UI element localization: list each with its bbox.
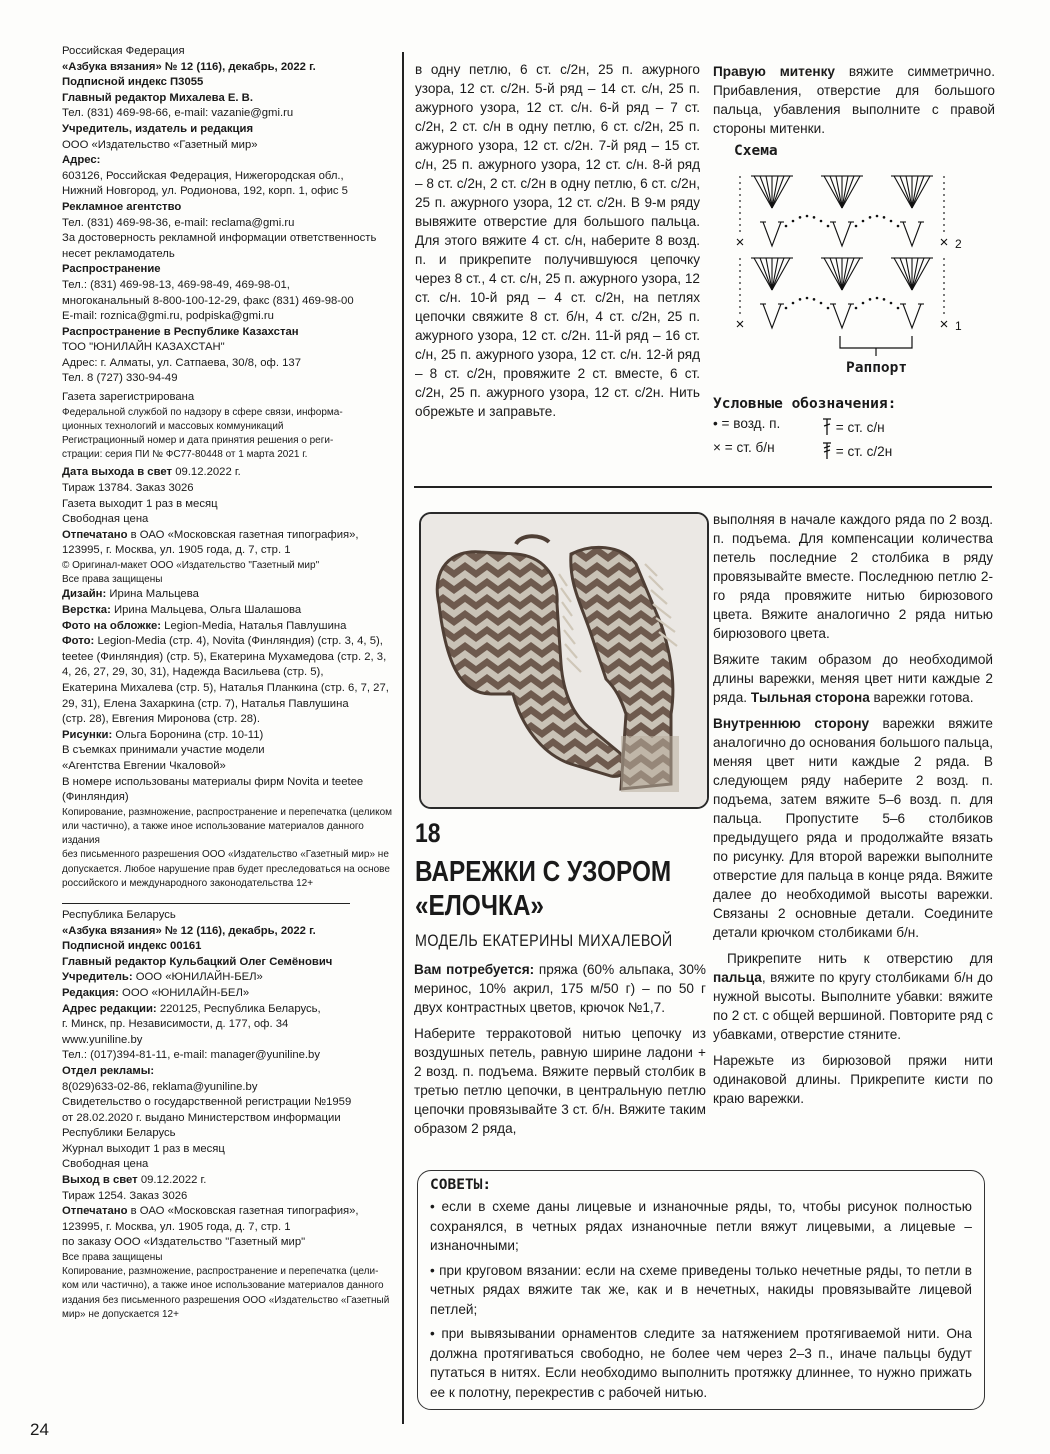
continued-instructions (415, 60, 700, 428)
imprint-ru-subscription: Подписной индекс П3055 (62, 76, 204, 89)
imprint-ru-copyright-4: допускается. Любое нарушение прав будет преследоваться на основе (62, 863, 390, 875)
chain-stitch-dot (876, 297, 879, 300)
fan-stitch-group (772, 258, 784, 290)
imprint-ru-reg-1: Газета зарегистрирована (62, 391, 195, 404)
v-stitch-group (763, 222, 781, 246)
tips-title: СОВЕТЫ: (430, 1177, 492, 1193)
instructions-p2-bold: Тыльная сторона (750, 690, 870, 705)
intro-text: Наберите терракотовой нитью цепочку из воздушных петель, равную ширине ладони + 2 возд. п. подъема. Вяжите первый столбик в третью петлю цепочки, в центральную петлю цепочки провязывайте 3 ст. б/н. Вяжите таким образом 2 ряда, (414, 1026, 706, 1136)
dc2-symbol-icon (822, 442, 832, 460)
imprint-by-printed-3: по заказу ООО «Издательство "Газетный мир" (62, 1236, 306, 1249)
instructions-p4-end: , вяжите по кругу столбиками б/н до нужной высоты. Выполните убавки: вяжите по 2 ст. с общей вершиной. Повторите ряд с убавками, отверстие стяните. (713, 970, 993, 1042)
v-stitch-group (833, 222, 851, 246)
chain-stitch-dot (813, 298, 816, 301)
right-mitten-bold: Правую митенку (713, 64, 835, 79)
chain-stitch-dot (855, 307, 858, 310)
chain-stitch-dot (897, 307, 900, 310)
fan-stitch-group (912, 176, 924, 208)
instructions-p5: Нарежьте из бирюзовой пряжи нити одинаковой длины. Прикрепите кисти по краю варежки. (713, 1053, 993, 1106)
imprint-ru-drawings: Ольга Боронина (стр. 10-11) (115, 728, 264, 741)
chain-stitch-dot (806, 297, 809, 300)
imprint-ru-cover-label: Фото на обложке: (62, 619, 162, 632)
imprint-ru-dist-label: Распространение (62, 263, 161, 276)
imprint-ru-photo-label: Фото: (62, 635, 95, 648)
imprint-ru-materials-1: В номере использованы материалы фирм Novita и teetee (62, 775, 364, 788)
sc-symbol-icon: × (713, 440, 721, 455)
sc-stitch-cross (941, 239, 947, 245)
chain-stitch-dot (890, 302, 893, 305)
imprint-ru-printed-label: Отпечатано (62, 528, 128, 541)
chain-stitch-dot (897, 225, 900, 228)
imprint-ru-models-2: «Агентства Евгении Чкаловой» (62, 759, 226, 772)
imprint-ru-design: Ирина Мальцева (109, 588, 199, 601)
imprint-ru-ad-note-1: За достоверность рекламной информации ответственность (62, 232, 377, 245)
schema-title: Схема (734, 143, 778, 159)
imprint-by-printed-2: 123995, г. Москва, ул. 1905 года, д. 7, стр. 1 (62, 1220, 291, 1233)
imprint-by-founder-label: Учредитель: (62, 971, 133, 984)
instructions-p4-bold: пальца (713, 970, 762, 985)
chain-stitch-dot (855, 225, 858, 228)
imprint-ru-materials-2: (Финляндия) (62, 791, 129, 804)
imprint-ru-photo-1: Legion-Media (стр. 4), Novita (Финляндия) (стр. 3, 4, 5), (97, 635, 383, 648)
imprint-ru-address-label: Адрес: (62, 154, 101, 167)
legend-sc-label: = ст. б/н (724, 440, 775, 455)
imprint-ru-layout: Ирина Мальцева, Ольга Шалашова (114, 604, 302, 617)
rapport-label: Раппорт (846, 360, 908, 376)
chain-stitch-dot (785, 307, 788, 310)
imprint-ru-reg-5: страции: серия ПИ № ФС77-80448 от 1 марта 2021 г. (62, 449, 308, 461)
chain-stitch-dot (806, 215, 809, 218)
materials-label: Вам потребуется: (414, 962, 535, 977)
imprint-ru-address-1: 603126, Российская Федерация, Нижегородская обл., (62, 169, 344, 182)
chain-stitch-dot (862, 220, 865, 223)
imprint-ru-founder-label: Учредитель, издатель и редакция (62, 122, 254, 135)
imprint-ru-reg-3: ционных технологий и массовых коммуникаций (62, 420, 284, 432)
imprint-ru-rights: Все права защищены (62, 574, 163, 586)
fan-stitch-group (760, 258, 772, 290)
imprint-by-printed-label: Отпечатано (62, 1205, 128, 1218)
imprint-ru-photo-3: 4, 26, 27, 29, 30, 31), Надежда Васильева (стр. 5), (62, 666, 324, 679)
v-stitch-group (903, 222, 921, 246)
legend-dc (822, 418, 885, 436)
imprint-by-print-run: Тираж 1254. Заказ 3026 (62, 1189, 188, 1202)
right-mitten-text: вяжите симметрично. Прибавления, отверстие для большого пальца, убавления выполните с правой стороны митенки. (713, 64, 995, 136)
imprint-ru-kz-1: ТОО "ЮНИЛАЙН КАЗАХСТАН" (62, 341, 225, 354)
chain-stitch-dot (792, 220, 795, 223)
sc-stitch-cross (737, 239, 743, 245)
tip-item: • при вывязывании орнаментов следите за натяжением протягиваемой нити. Она должна протягиваться свободно, не более чем через 2–3 п., иначе пальцы будут путаться в нитях. Если необходимо выполнить протяжку длиннее, то нужно прижать ее к полотну, перекрестив с рабочей нитью. (430, 1326, 972, 1400)
fan-stitch-group (760, 176, 772, 208)
imprint-column (62, 44, 402, 1322)
project-title (415, 855, 701, 923)
chain-stitch-dot (799, 216, 802, 219)
chain-stitch-dot (785, 225, 788, 228)
imprint-divider (62, 903, 350, 904)
chain-symbol-icon: • (713, 416, 718, 431)
imprint-ru-printed-1: в ОАО «Московская газетная типография», (130, 528, 359, 541)
fan-stitch-group (842, 176, 854, 208)
imprint-ru-kz-2: Адрес: г. Алматы, ул. Сатпаева, 30/8, оф. 137 (62, 356, 301, 369)
chain-stitch-dot (820, 302, 823, 305)
imprint-ru-copyright-3: без письменного разрешения ООО «Издательство «Газетный мир» не (62, 849, 389, 861)
imprint-ru-editor-contacts: Тел. (831) 469-98-66, e-mail: vazanie@gmi.ru (62, 107, 294, 120)
imprint-by-rights: Все права защищены (62, 1252, 163, 1264)
imprint-ru-country: Российская Федерация (62, 45, 185, 57)
imprint-by-printed-1: в ОАО «Московская газетная типография», (130, 1205, 359, 1218)
fan-stitch-group (900, 258, 912, 290)
fan-stitch-group (900, 176, 912, 208)
instructions-p3: варежки вяжите аналогично до основания большого пальца, меняя цвет нити каждые 2 ряда. В следующем ряду наберите 2 возд. п. подъема, затем вяжите 5–6 возд. п. для пальца. Пропустите 5–6 столбиков предыдущего ряда и продолжайте вязать по рисунку. Для второй варежки выполните отверстие для пальца в конце ряда. Вяжите далее до необходимой высоты варежки. Связаны 2 основные детали. Соедините детали крючком столбиками б/н. (713, 716, 993, 940)
chart-row-2-label: 2 (955, 237, 962, 251)
legend-chain-label: = возд. п. (721, 416, 781, 431)
imprint-by-editor: Главный редактор Кульбацкий Олег Семёнович (62, 955, 333, 968)
tips-box (417, 1170, 985, 1410)
imprint-by-copyright-4: мир» не допускается 12+ (62, 1308, 179, 1320)
imprint-by-cert-3: Республики Беларусь (62, 1127, 176, 1140)
imprint-by-copyright-1: Копирование, размножение, распространение и перепечатка (цели- (62, 1266, 379, 1278)
chain-stitch-dot (862, 302, 865, 305)
fan-stitch-group (912, 258, 924, 290)
tip-item: • если в схеме даны лицевые и изнаночные ряды, то, чтобы рисунок полностью сохранялся, в четных рядах изнаночные петли вяжут лицевыми, а лицевые – изнаночными; (430, 1199, 972, 1253)
project-title-line-2: «ЕЛОЧКА» (415, 890, 544, 922)
imprint-by-release-date: 09.12.2022 г. (140, 1174, 207, 1187)
chain-stitch-dot (827, 225, 830, 228)
imprint-ru-founder: ООО «Издательство «Газетный мир» (62, 138, 258, 151)
column-rule (402, 52, 404, 1424)
continued-text: в одну петлю, 6 ст. с/2н, 25 п. ажурного узора, 12 ст. с/2н. 5-й ряд – 14 ст. с/н, 25 п. ажурного узора, 12 ст. с/н. 6-й ряд – 7 ст. с/2н, 2 ст. с/н в одну петлю, 6 ст. с/2н, 25 п. ажурного узора, 12 ст. с/2н. 7-й ряд – 15 ст. с/н, 25 п. ажурного узора, 12 ст. с/н. 8-й ряд – 8 ст. с/2н, 2 ст. с/2н в одну петлю, 6 ст. с/2н, 25 п. ажурного узора, 12 ст. с/2н. В 9-м ряду вывяжите отверстие для большого пальца. Для этого вяжите 4 ст. с/н, наберите 8 возд. п. и прикрепите получившуюся цепочку через 8 ст., 4 ст. с/н, 25 п. ажурного узора, 12 ст. с/н. 10-й ряд – 4 ст. с/2н, на петлях цепочки свяжите 8 ст. б/н, 4 ст. с/2н, 25 п. ажурного узора, 12 ст. с/2н. 11-й ряд – 16 ст. с/н, 25 п. ажурного узора, 12 ст. с/н. 12-й ряд – 8 ст. с/2н, провяжите 2 ст. вместе, 6 ст. с/2н, 25 п. ажурного узора, 12 ст. с/2н. Нить обрежьте и заправьте. (415, 62, 700, 419)
legend-dc-label: = ст. с/н (835, 420, 885, 435)
project-title-line-1: ВАРЕЖКИ С УЗОРОМ (415, 856, 672, 888)
imprint-by-copyright-2: ком или частично), а также иное использование материалов данного (62, 1280, 384, 1292)
imprint-by-ad-label: Отдел рекламы: (62, 1064, 155, 1077)
chain-stitch-dot (883, 216, 886, 219)
imprint-ru-release-label: Дата выхода в свет (62, 466, 173, 479)
imprint-by-address-1: 220125, Республика Беларусь, (159, 1002, 321, 1015)
imprint-ru-photo-2: teetee (Финляндия) (стр. 5), Екатерина Мухамедова (стр. 2, 3, (62, 650, 387, 663)
chain-stitch-dot (792, 302, 795, 305)
imprint-by-cert-2: от 28.02.2020 г. выдано Министерством информации (62, 1111, 341, 1124)
mittens-illustration (421, 514, 707, 807)
imprint-by-subscription: Подписной индекс 00161 (62, 940, 202, 953)
imprint-by-founder: ООО «ЮНИЛАЙН-БЕЛ» (135, 971, 263, 984)
imprint-ru-models-1: В съемках принимали участие модели (62, 744, 265, 757)
imprint-ru-dist-1: Тел.: (831) 469-98-13, 469-98-49, 469-98-01, (62, 278, 290, 291)
imprint-ru-copyright-1: Копирование, размножение, распространение и перепечатка (целиком (62, 806, 393, 818)
v-stitch-group (763, 304, 781, 328)
imprint-ru-title: «Азбука вязания» № 12 (116), декабрь, 2022 г. (62, 60, 316, 73)
crochet-chart (732, 168, 972, 338)
rapport-bracket (836, 334, 916, 358)
mittens-photo (419, 512, 709, 809)
instructions-p2: Вяжите таким образом до необходимой длины варежки, меняя цвет нити каждые 2 ряда. (713, 652, 993, 705)
legend-dc2-label: = ст. с/2н (835, 444, 893, 459)
imprint-ru-photo-4: Екатерина Михалева (стр. 5), Наталья Планкина (стр. 6, 7, 27, (62, 682, 389, 694)
imprint-by-title: «Азбука вязания» № 12 (116), декабрь, 2022 г. (62, 924, 316, 937)
imprint-ru-photo-5: 29, 31), Елена Захаркина (стр. 7), Наталья Павлушина (62, 697, 349, 710)
imprint-ru-dist-3: E-mail: roznica@gmi.ru, podpiska@gmi.ru (62, 310, 274, 323)
imprint-by-ad-contacts: 8(029)633-02-86, reklama@yuniline.by (62, 1080, 258, 1093)
chain-stitch-dot (869, 216, 872, 219)
page-number: 24 (30, 1420, 49, 1439)
imprint-by-frequency: Журнал выходит 1 раз в месяц (62, 1142, 225, 1155)
imprint-ru-copyright-5: российского и международного законодательства 12+ (62, 877, 314, 889)
imprint-by-release-label: Выход в свет (62, 1174, 138, 1187)
imprint-ru-copyright-2: или частично), а также иное использование материалов данного издания (62, 820, 364, 847)
imprint-ru-layout-copy: © Оригинал-макет ООО «Издательство "Газетный мир" (62, 560, 320, 572)
imprint-by-editorial-label: Редакция: (62, 986, 119, 999)
project-instructions (713, 510, 993, 1115)
imprint-ru-design-label: Дизайн: (62, 588, 107, 601)
chain-stitch-dot (799, 298, 802, 301)
imprint-by-phone: Тел.: (017)394-81-11, e-mail: manager@yuniline.by (62, 1049, 320, 1062)
fan-stitch-group (772, 176, 784, 208)
chain-stitch-dot (813, 216, 816, 219)
section-rule (414, 486, 992, 488)
imprint-ru-dist-2: многоканальный 8-800-100-12-29, факс (831) 469-98-00 (62, 294, 354, 307)
imprint-ru-ad-note-2: несет рекламодатель (62, 247, 175, 260)
imprint-ru-frequency: Газета выходит 1 раз в месяц (62, 497, 218, 510)
instructions-p3-bold: Внутреннюю сторону (713, 716, 870, 731)
imprint-ru-kz-label: Распространение в Республике Казахстан (62, 325, 299, 338)
chain-stitch-dot (869, 298, 872, 301)
imprint-by-address-label: Адрес редакции: (62, 1002, 157, 1015)
sc-stitch-cross (737, 321, 743, 327)
fan-stitch-group (830, 176, 842, 208)
imprint-ru-photo-6: (стр. 28), Евгения Миронова (стр. 28). (62, 713, 260, 726)
dc-symbol-icon (822, 418, 832, 436)
imprint-ru-drawings-label: Рисунки: (62, 728, 113, 741)
imprint-ru-printed-2: 123995, г. Москва, ул. 1905 года, д. 7, стр. 1 (62, 544, 291, 557)
project-author: МОДЕЛЬ ЕКАТЕРИНЫ МИХАЛЕВОЙ (415, 931, 673, 950)
tip-item: • при круговом вязании: если на схеме приведены только нечетные ряды, то петли в четных рядах вяжите так же, как и в нечетных, накиды провязывайте лицевой петлей; (430, 1262, 972, 1317)
chain-stitch-dot (890, 220, 893, 223)
imprint-by-copyright-3: издания без письменного разрешения ООО «Издательство «Газетный (62, 1294, 390, 1306)
v-stitch-group (833, 304, 851, 328)
imprint-ru-ad-label: Рекламное агентство (62, 200, 182, 213)
imprint-ru-ad-contacts: Тел. (831) 469-98-36, e-mail: reclama@gmi.ru (62, 216, 295, 229)
project-number: 18 (415, 818, 441, 848)
chain-stitch-dot (876, 215, 879, 218)
legend-chain (713, 416, 780, 431)
imprint-ru-editor: Главный редактор Михалева Е. В. (62, 91, 253, 104)
fan-stitch-group (830, 258, 842, 290)
legend-title: Условные обозначения: (713, 396, 897, 412)
legend-dc2 (822, 442, 892, 460)
imprint-ru-kz-3: Тел. 8 (727) 330-94-49 (62, 372, 178, 385)
imprint-ru-release-date: 09.12.2022 г. (175, 466, 241, 479)
imprint-ru-print-run: Тираж 13784. Заказ 3026 (62, 482, 194, 495)
imprint-ru-address-2: Нижний Новгород, ул. Родионова, 192, корп. 1, офис 5 (62, 185, 348, 198)
imprint-ru-price: Свободная цена (62, 513, 149, 526)
instructions-p2-end: варежки готова. (869, 690, 974, 705)
chain-stitch-dot (827, 307, 830, 310)
imprint-by-price: Свободная цена (62, 1158, 149, 1171)
legend-sc (713, 440, 775, 455)
right-mitten-note (713, 62, 995, 145)
imprint-by-address-2: г. Минск, пр. Независимости, д. 177, оф. 34 (62, 1018, 289, 1031)
materials-text: пряжа (60% альпака, 30% меринос, 10% акрил, 175 м/50 г) – по 50 г двух контрастных цветов, крючок №1,7. (414, 962, 706, 1015)
imprint-by-cert-1: Свидетельство о государственной регистрации №1959 (62, 1096, 352, 1109)
imprint-by-site: www.yuniline.by (62, 1033, 143, 1046)
imprint-by-country: Республика Беларусь (62, 908, 176, 921)
chain-stitch-dot (883, 298, 886, 301)
v-stitch-group (903, 304, 921, 328)
imprint-ru-cover: Legion-Media, Наталья Павлушина (164, 619, 347, 632)
instructions-p1: выполняя в начале каждого ряда по 2 возд. п. подъема. Для компенсации количества петель последние 2 столбика в ряду провязывайте вместе. Последнюю петлю 2-го ряда провяжите нитью бирюзового цвета. Вяжите аналогично 2 ряда нитью бирюзового цвета. (713, 512, 993, 641)
chart-symbols (737, 176, 947, 328)
imprint-ru-layout-label: Верстка: (62, 604, 111, 617)
sc-stitch-cross (941, 321, 947, 327)
imprint-ru-reg-2: Федеральной службой по надзору в сфере связи, информа- (62, 406, 343, 418)
fan-stitch-group (842, 258, 854, 290)
chart-row-1-label: 1 (955, 319, 962, 333)
imprint-by-editorial: ООО «ЮНИЛАЙН-БЕЛ» (122, 986, 250, 999)
instructions-p4: Прикрепите нить к отверстию для (727, 951, 993, 966)
project-intro (414, 960, 706, 1145)
chain-stitch-dot (820, 220, 823, 223)
imprint-ru-reg-4: Регистрационный номер и дата принятия решения о реги- (62, 435, 334, 447)
